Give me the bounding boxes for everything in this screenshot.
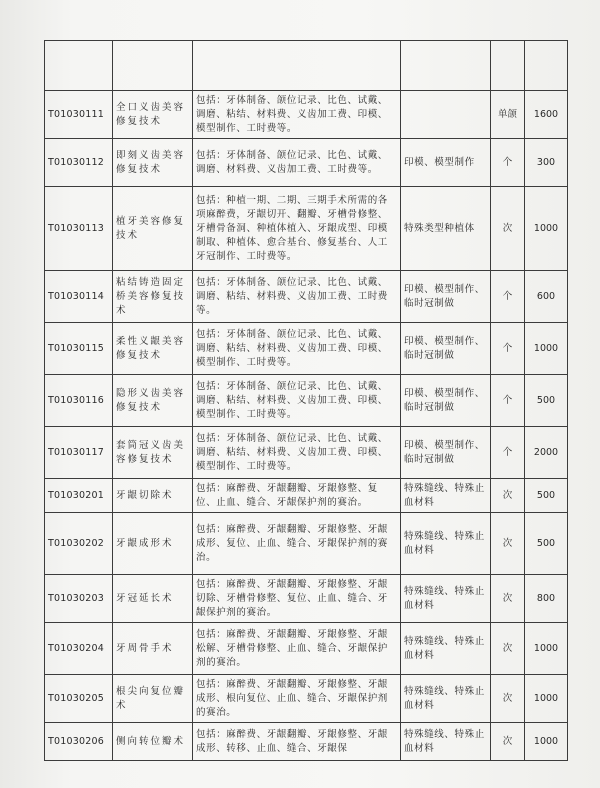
cell-price: 500 — [525, 479, 568, 513]
cell-price: 500 — [525, 513, 568, 575]
cell-exclude: 特殊类型种植体 — [401, 187, 491, 271]
table-row — [45, 323, 568, 375]
cell-code: T01030201 — [45, 479, 113, 513]
cell-unit: 个 — [491, 139, 525, 187]
cell-unit: 个 — [491, 271, 525, 323]
cell-exclude — [401, 41, 491, 91]
cell-content: 包括：麻醉费、牙龈翻瓣、牙龈修整、牙龈松解、牙槽骨修整、止血、缝合、牙龈保护剂的赛治。 — [193, 623, 401, 675]
cell-content: 包括：牙体制备、颌位记录、比色、试戴、调磨、粘结、材料费、义齿加工费、印模、模型制作、工时费等。 — [193, 427, 401, 479]
cell-name: 粘结铸造固定桥美容修复技术 — [113, 271, 193, 323]
table-row — [45, 91, 568, 139]
cell-unit: 次 — [491, 675, 525, 723]
cell-price: 2000 — [525, 427, 568, 479]
fee-table — [44, 40, 568, 761]
cell-content: 包括：牙体制备、颌位记录、比色、试戴、调磨、粘结、材料费、义齿加工费、印模、模型制作、工时费等。 — [193, 375, 401, 427]
table-row — [45, 723, 568, 761]
cell-unit: 次 — [491, 723, 525, 761]
cell-content: 包括：牙体制备、颌位记录、比色、试戴、调磨、材料费、义齿加工费、工时费等。 — [193, 139, 401, 187]
cell-price — [525, 41, 568, 91]
cell-price: 600 — [525, 271, 568, 323]
cell-content: 包括：麻醉费、牙龈翻瓣、牙龈修整、牙龈成形、复位、止血、缝合、牙龈保护剂的赛治。 — [193, 513, 401, 575]
cell-code: T01030202 — [45, 513, 113, 575]
cell-name: 侧向转位瓣术 — [113, 723, 193, 761]
cell-unit: 次 — [491, 187, 525, 271]
cell-code: T01030205 — [45, 675, 113, 723]
cell-code: T01030113 — [45, 187, 113, 271]
table-row — [45, 187, 568, 271]
cell-exclude: 特殊缝线、特殊止血材料 — [401, 675, 491, 723]
table-body — [45, 41, 568, 761]
cell-name: 牙龈成形术 — [113, 513, 193, 575]
cell-price: 1000 — [525, 187, 568, 271]
cell-name: 即刻义齿美容修复技术 — [113, 139, 193, 187]
cell-name: 全口义齿美容修复技术 — [113, 91, 193, 139]
cell-code: T01030204 — [45, 623, 113, 675]
table-row — [45, 479, 568, 513]
cell-code: T01030203 — [45, 575, 113, 623]
cell-exclude: 印模、模型制作、临时冠制做 — [401, 375, 491, 427]
cell-price: 800 — [525, 575, 568, 623]
cell-content: 包括：麻醉费、牙龈翻瓣、牙龈修整、复位、止血、缝合、牙龈保护剂的赛治。 — [193, 479, 401, 513]
cell-unit: 次 — [491, 513, 525, 575]
table-row — [45, 139, 568, 187]
cell-code: T01030116 — [45, 375, 113, 427]
cell-exclude: 特殊缝线、特殊止血材料 — [401, 575, 491, 623]
cell-code: T01030111 — [45, 91, 113, 139]
cell-content: 包括：麻醉费、牙龈翻瓣、牙龈修整、牙龈成形、转移、止血、缝合、牙龈保 — [193, 723, 401, 761]
cell-content: 包括：牙体制备、颌位记录、比色、试戴、调磨、粘结、材料费、义齿加工费、印模、模型制作、工时费等。 — [193, 91, 401, 139]
cell-exclude: 特殊缝线、特殊止血材料 — [401, 479, 491, 513]
cell-price: 1000 — [525, 723, 568, 761]
table-row — [45, 375, 568, 427]
cell-code — [45, 41, 113, 91]
cell-unit: 个 — [491, 323, 525, 375]
cell-exclude: 印模、模型制作、临时冠制做 — [401, 271, 491, 323]
cell-exclude: 印模、模型制作、临时冠制做 — [401, 323, 491, 375]
cell-content: 包括：麻醉费、牙龈翻瓣、牙龈修整、牙龈切除、牙槽骨修整、复位、止血、缝合、牙龈保护剂的赛治。 — [193, 575, 401, 623]
cell-name: 牙冠延长术 — [113, 575, 193, 623]
cell-unit: 次 — [491, 479, 525, 513]
cell-exclude — [401, 91, 491, 139]
cell-name: 套筒冠义齿美容修复技术 — [113, 427, 193, 479]
cell-exclude: 特殊缝线、特殊止血材料 — [401, 723, 491, 761]
cell-content: 包括：种植一期、二期、三期手术所需的各项麻醉费，牙龈切开、翻瓣、牙槽骨修整、牙槽骨备洞、种植体植入、牙龈成型、印模制取、种植体、愈合基台、修复基台、人工牙冠制作、工时费等。 — [193, 187, 401, 271]
cell-name: 根尖向复位瓣术 — [113, 675, 193, 723]
cell-code: T01030114 — [45, 271, 113, 323]
cell-price: 300 — [525, 139, 568, 187]
table-row — [45, 623, 568, 675]
cell-exclude: 印模、模型制作 — [401, 139, 491, 187]
cell-price: 1000 — [525, 623, 568, 675]
cell-unit: 次 — [491, 575, 525, 623]
cell-exclude: 特殊缝线、特殊止血材料 — [401, 513, 491, 575]
table-row — [45, 41, 568, 91]
table-row — [45, 427, 568, 479]
table-row — [45, 575, 568, 623]
table-row — [45, 513, 568, 575]
table-row — [45, 271, 568, 323]
cell-name: 牙周骨手术 — [113, 623, 193, 675]
cell-unit: 次 — [491, 623, 525, 675]
cell-code: T01030117 — [45, 427, 113, 479]
cell-name: 植牙美容修复技术 — [113, 187, 193, 271]
cell-code: T01030115 — [45, 323, 113, 375]
cell-code: T01030206 — [45, 723, 113, 761]
cell-price: 500 — [525, 375, 568, 427]
cell-unit: 单颌 — [491, 91, 525, 139]
cell-content — [193, 41, 401, 91]
cell-unit: 个 — [491, 427, 525, 479]
cell-name: 隐形义齿美容修复技术 — [113, 375, 193, 427]
cell-content: 包括：牙体制备、颌位记录、比色、试戴、调磨、粘结、材料费、义齿加工费、工时费等。 — [193, 271, 401, 323]
cell-content: 包括：麻醉费、牙龈翻瓣、牙龈修整、牙龈成形、根向复位、止血、缝合、牙龈保护剂的赛治。 — [193, 675, 401, 723]
cell-content: 包括：牙体制备、颌位记录、比色、试戴、调磨、粘结、材料费、义齿加工费、印模、模型制作、工时费等。 — [193, 323, 401, 375]
cell-name — [113, 41, 193, 91]
cell-name: 牙龈切除术 — [113, 479, 193, 513]
cell-exclude: 特殊缝线、特殊止血材料 — [401, 623, 491, 675]
table-row — [45, 675, 568, 723]
cell-price: 1000 — [525, 323, 568, 375]
cell-price: 1000 — [525, 675, 568, 723]
cell-unit — [491, 41, 525, 91]
cell-code: T01030112 — [45, 139, 113, 187]
cell-unit: 个 — [491, 375, 525, 427]
cell-name: 柔性义龈美容修复技术 — [113, 323, 193, 375]
cell-exclude: 印模、模型制作、临时冠制做 — [401, 427, 491, 479]
cell-price: 1600 — [525, 91, 568, 139]
